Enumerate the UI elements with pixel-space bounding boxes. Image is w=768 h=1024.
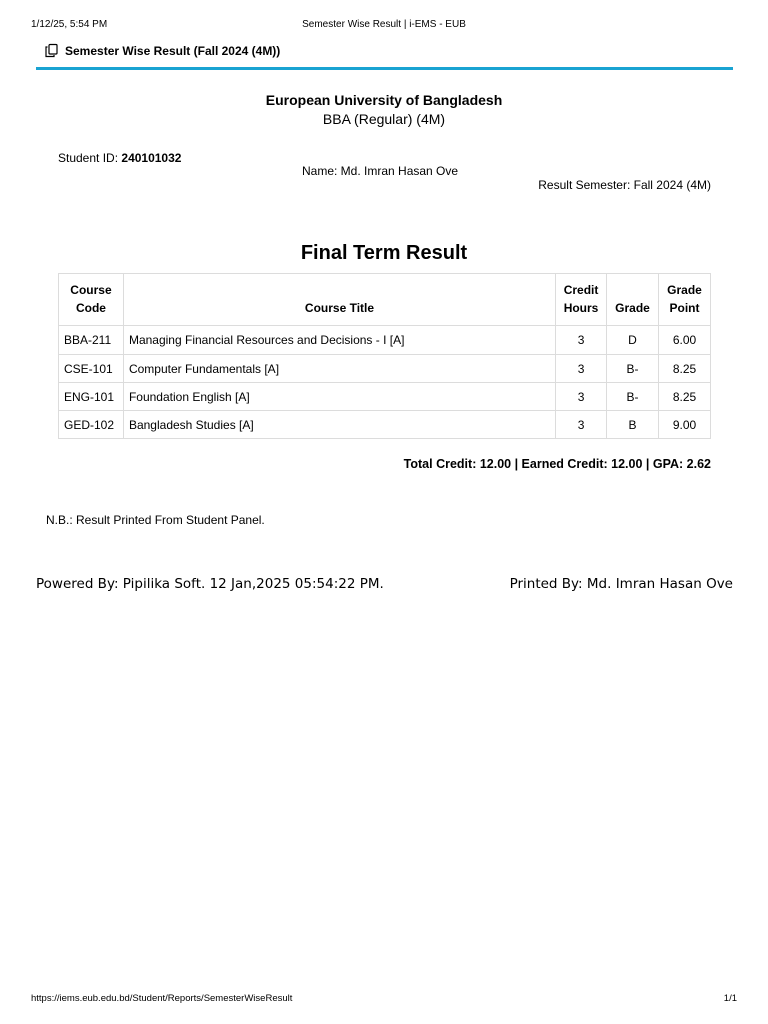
course-code: GED-102 xyxy=(59,411,124,439)
course-title: Managing Financial Resources and Decisions - I [A] xyxy=(123,326,555,355)
print-document-title: Semester Wise Result | i-EMS - EUB xyxy=(302,19,466,30)
grade-point: 9.00 xyxy=(658,411,710,439)
credit-hours: 3 xyxy=(556,326,607,355)
course-code: BBA-211 xyxy=(59,326,124,355)
credit-hours: 3 xyxy=(556,383,607,411)
header-point-line1: Grade xyxy=(667,283,702,297)
header-credit-line2: Hours xyxy=(563,301,599,315)
grade-point: 8.25 xyxy=(658,383,710,411)
header-grade-point xyxy=(658,274,710,326)
printed-by: Printed By: Md. Imran Hasan Ove xyxy=(509,576,733,592)
table-row xyxy=(59,411,711,439)
result-semester: Result Semester: Fall 2024 (4M) xyxy=(538,178,711,192)
student-id xyxy=(58,151,181,165)
result-title: Final Term Result xyxy=(300,242,468,264)
course-title: Bangladesh Studies [A] xyxy=(123,411,555,439)
grade: B xyxy=(607,411,659,439)
result-table xyxy=(58,273,711,439)
course-title: Computer Fundamentals [A] xyxy=(123,355,555,383)
table-row xyxy=(59,383,711,411)
print-header xyxy=(31,19,737,31)
heading-divider xyxy=(36,67,733,70)
program-name: BBA (Regular) (4M) xyxy=(322,111,446,127)
copy-icon xyxy=(44,43,59,58)
credit-hours: 3 xyxy=(556,355,607,383)
table-header-row xyxy=(59,274,711,326)
student-id-value: 240101032 xyxy=(121,151,182,165)
table-row xyxy=(59,326,711,355)
university-name: European University of Bangladesh xyxy=(265,92,503,108)
page-url: https://iems.eub.edu.bd/Student/Reports/SemesterWiseResult xyxy=(31,993,293,1004)
header-course-code-line1: Course xyxy=(70,283,112,297)
grade: B- xyxy=(607,355,659,383)
header-grade: Grade xyxy=(607,274,659,326)
header-credit-hours xyxy=(556,274,607,326)
powered-by: Powered By: Pipilika Soft. 12 Jan,2025 05:54:22 PM. xyxy=(36,576,384,592)
print-note: N.B.: Result Printed From Student Panel. xyxy=(46,513,265,527)
header-course-code-line2: Code xyxy=(75,301,106,315)
course-code: CSE-101 xyxy=(59,355,124,383)
table-row xyxy=(59,355,711,383)
header-point-line2: Point xyxy=(669,301,700,315)
header-course-code xyxy=(59,274,124,326)
print-footer xyxy=(31,993,737,1005)
page-count: 1/1 xyxy=(723,993,737,1004)
student-name: Name: Md. Imran Hasan Ove xyxy=(302,164,459,178)
header-course-title: Course Title xyxy=(123,274,555,326)
header-credit-line1: Credit xyxy=(563,283,599,297)
course-title: Foundation English [A] xyxy=(123,383,555,411)
credit-hours: 3 xyxy=(556,411,607,439)
grade-point: 8.25 xyxy=(658,355,710,383)
panel-heading xyxy=(44,43,280,58)
result-totals: Total Credit: 12.00 | Earned Credit: 12.00 | GPA: 2.62 xyxy=(403,457,711,471)
course-code: ENG-101 xyxy=(59,383,124,411)
panel-heading-text: Semester Wise Result (Fall 2024 (4M)) xyxy=(65,43,281,58)
grade: D xyxy=(607,326,659,355)
print-datetime: 1/12/25, 5:54 PM xyxy=(31,19,108,30)
grade: B- xyxy=(607,383,659,411)
grade-point: 6.00 xyxy=(658,326,710,355)
student-id-label: Student ID: xyxy=(58,151,119,165)
